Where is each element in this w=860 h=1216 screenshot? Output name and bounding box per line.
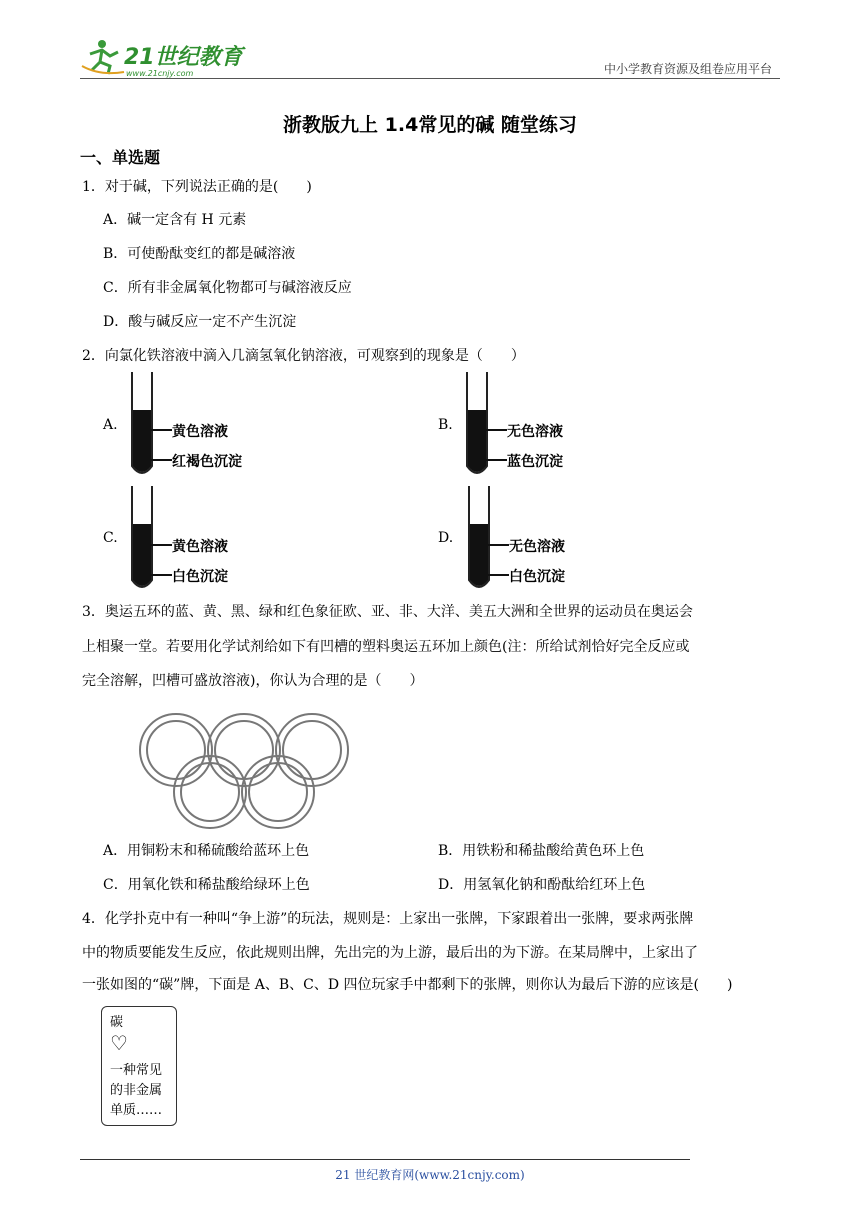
heart-icon: ♡ xyxy=(110,1031,128,1055)
q3-option-c: C．用氧化铁和稀盐酸给绿环上色 xyxy=(103,877,310,893)
card-name: 碳 xyxy=(110,1015,124,1030)
q1-option-d: D．酸与碱反应一定不产生沉淀 xyxy=(103,314,297,330)
q3-option-b: B．用铁粉和稀盐酸给黄色环上色 xyxy=(438,843,645,859)
q1-option-a: A．碱一定含有 H 元素 xyxy=(103,212,247,228)
q4-stem-line1: 4．化学扑克中有一种叫“争上游”的玩法，规则是：上家出一张牌，下家跟着出一张牌，要求两张牌 xyxy=(82,911,694,927)
olympic-rings-figure xyxy=(138,708,350,838)
q3-stem-line3: 完全溶解，凹槽可盛放溶液)，你认为合理的是（ ） xyxy=(82,673,424,689)
q2-option-c-letter: C. xyxy=(103,530,118,546)
q2-option-c-top-label: 黄色溶液 xyxy=(172,539,228,555)
card-desc-line3: 单质…… xyxy=(110,1103,163,1118)
q2-option-d-bottom-label: 白色沉淀 xyxy=(509,569,565,585)
footer-text: 21 世纪教育网(www.21cnjy.com) xyxy=(335,1168,525,1182)
q2-option-b-bottom-label: 蓝色沉淀 xyxy=(507,454,563,470)
q2-option-a-bottom-label: 红褐色沉淀 xyxy=(172,454,242,470)
q1-stem: 1．对于碱，下列说法正确的是( ) xyxy=(82,179,312,195)
q2-option-a-letter: A. xyxy=(103,417,118,433)
q4-stem-line3: 一张如图的“碳”牌，下面是 A、B、C、D 四位玩家手中都剩下的张牌，则你认为最后下游的应该是( ) xyxy=(82,977,733,993)
logo-text: 21世纪教育 xyxy=(124,45,243,70)
q2-stem: 2．向氯化铁溶液中滴入几滴氢氧化钠溶液，可观察到的现象是（ ） xyxy=(82,348,525,364)
carbon-card xyxy=(101,1006,177,1126)
section-heading: 一、单选题 xyxy=(80,148,161,167)
card-desc-line1: 一种常见 xyxy=(110,1063,163,1078)
q2-option-b-letter: B. xyxy=(438,417,453,433)
q3-stem-line1: 3．奥运五环的蓝、黄、黑、绿和红色象征欧、亚、非、大洋、美五大洲和全世界的运动员在奥运会 xyxy=(82,604,693,620)
card-desc-line2: 的非金属 xyxy=(110,1083,163,1098)
q3-option-d: D．用氢氧化钠和酚酞给红环上色 xyxy=(438,877,646,893)
site-logo xyxy=(80,36,250,80)
footer-divider xyxy=(80,1159,690,1160)
q1-option-c: C．所有非金属氧化物都可与碱溶液反应 xyxy=(103,280,352,296)
q2-option-d-letter: D. xyxy=(438,530,454,546)
q1-option-b: B．可使酚酞变红的都是碱溶液 xyxy=(103,246,296,262)
q2-option-c-bottom-label: 白色沉淀 xyxy=(172,569,228,585)
q4-stem-line2: 中的物质要能发生反应，依此规则出牌，先出完的为上游，最后出的为下游。在某局牌中，上家出了 xyxy=(82,945,698,961)
q2-option-a-top-label: 黄色溶液 xyxy=(172,424,228,440)
q2-option-d-top-label: 无色溶液 xyxy=(509,539,565,555)
q2-option-b-top-label: 无色溶液 xyxy=(507,424,563,440)
page-title: 浙教版九上 1.4常见的碱 随堂练习 xyxy=(283,114,577,136)
platform-name: 中小学教育资源及组卷应用平台 xyxy=(603,62,772,76)
header-divider xyxy=(80,78,780,79)
q3-option-a: A．用铜粉末和稀硫酸给蓝环上色 xyxy=(103,843,310,859)
logo-url: www.21cnjy.com xyxy=(126,69,194,78)
q3-stem-line2: 上相聚一堂。若要用化学试剂给如下有凹槽的塑料奥运五环加上颜色(注：所给试剂恰好完全反应或 xyxy=(82,639,690,655)
